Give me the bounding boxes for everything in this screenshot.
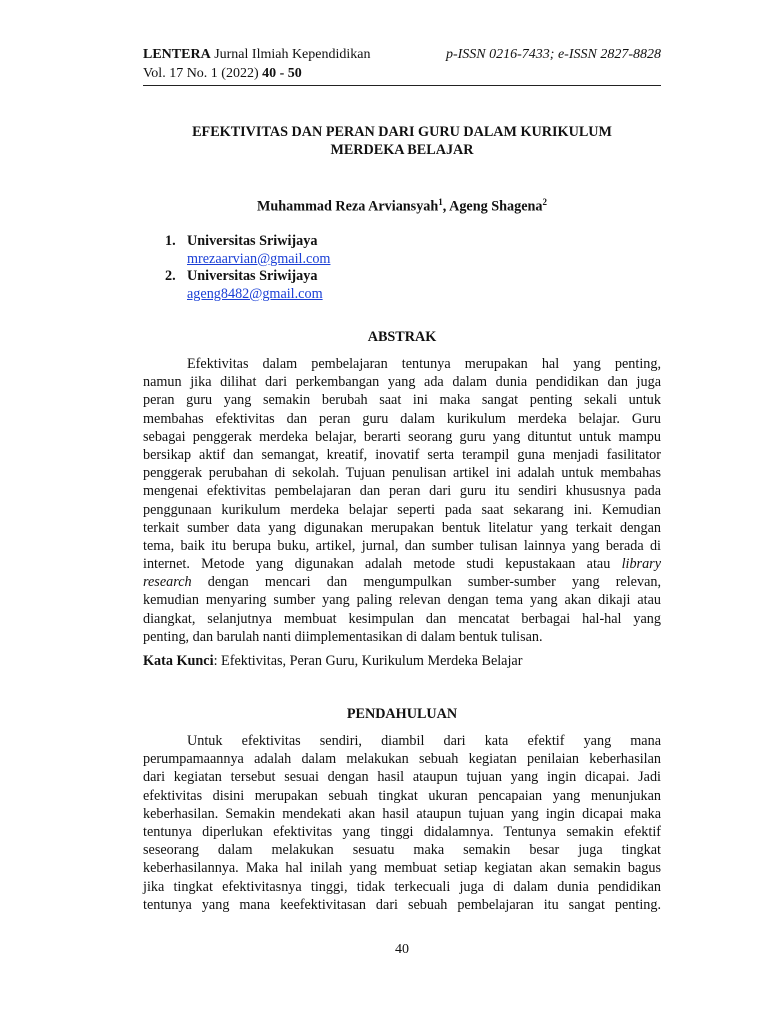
introduction-heading: PENDAHULUAN <box>346 706 458 722</box>
author-1: Muhammad Reza Arviansyah <box>256 198 439 215</box>
affiliation-item: 2. Universitas Sriwijaya ageng8482@gmail.com <box>165 268 323 302</box>
email-link[interactable]: ageng8482@gmail.com <box>187 285 323 302</box>
keywords: Kata Kunci: Efektivitas, Peran Guru, Kurikulum Merdeka Belajar <box>143 653 523 669</box>
paper-title: EFEKTIVITAS DAN PERAN DARI GURU DALAM KURIKULUM MERDEKA BELAJAR <box>192 124 612 158</box>
affiliation-item: 1. Universitas Sriwijaya mrezaarvian@gmail.com <box>165 233 331 267</box>
affiliations <box>165 233 330 303</box>
author-line: Muhammad Reza Arviansyah$^1$, Ageng Shagena$^2$ <box>256 197 548 215</box>
email-link[interactable]: mrezaarvian@gmail.com <box>187 250 331 267</box>
journal-title: LENTERA Jurnal Ilmiah Kependidikan <box>143 47 371 62</box>
abstract-body: Efektivitas dalam pembelajaran tentunya merupakan hal yang penting, namun jika dilihat dari perkembangan yang ada dalam dunia pendidikan dan juga peran guru yang semakin berubah saat ini maka sangat penting sekali untuk membahas efektivitas dan peran guru dalam kurikulum merdeka belajar. Guru sebagai penggerak merdeka belajar, berarti seorang guru yang dituntut untuk mampu bersikap aktif dan semangat, kreatif, inovatif serta terampil guna menjadi fasilitator penggerak perubahan di sekolah. Tujuan penulisan artikel ini adalah untuk membahas mengenai efektivitas pembelajaran dan peran dari guru itu sendiri khususnya pada penggunaan kurikulum merdeka belajar seperti pada saat sekarang ini. Kemudian terkait sumber data yang digunakan merupakan bentuk litelatur yang terkait dengan tema, baik itu berupa buku, artikel, jurnal, dan sumber tulisan lainnya yang berada di internet. Metode yang digunakan adalah metode studi kepustakaan atau library research dengan mencari dan mengumpulkan sumber-sumber yang relevan, kemudian menyaring sumber yang paling relevan dengan tema yang akan dikaji atau diangkat, selanjutnya membuat kesimpulan dan mencatat berbagai hal-hal yang penting, dan barulah nanti diimplementasikan di dalam bentuk tulisan. <box>143 356 662 645</box>
abstract-heading: ABSTRAK <box>367 329 437 345</box>
issn: p-ISSN 0216-7433; e-ISSN 2827-8828 <box>445 47 661 62</box>
introduction-body: Untuk efektivitas sendiri, diambil dari kata efektif yang mana perumpamaannya adalah dalam melakukan sebuah kegiatan penilaian keberhasilan dari kegiatan tersebut sesuai dengan hasil ataupun tujuan yang ingin dicapai. Jadi efektivitas disini merupakan sebuah tingkat ukuran pencapaian yang menunjukan keberhasilan. Semakin mendekati akan hasil ataupun tujuan yang ingin dicapai maka tentunya diperlukan efektivitas yang tinggi didalamnya. Tentunya semakin efektif seseorang dalam melakukan sesuatu maka semakin besar juga tingkat keberhasilannya. Maka hal inilah yang membuat setiap kegiatan akan semakin bagus jika tingkat efektivitasnya tinggi, tidak terkecuali juga di dalam dunia pendidikan tentunya yang mana keefektivitasan dari sebuah pembelajaran itu sangat penting. <box>143 733 661 913</box>
page-range: 40 - 50 <box>262 66 302 81</box>
page-number: 40 <box>395 942 409 957</box>
author-2: Ageng Shagena <box>449 198 543 215</box>
header-divider <box>143 85 661 86</box>
journal-header <box>143 45 661 83</box>
volume-info: Vol. 17 No. 1 (2022) 40 - 50 <box>143 66 302 81</box>
